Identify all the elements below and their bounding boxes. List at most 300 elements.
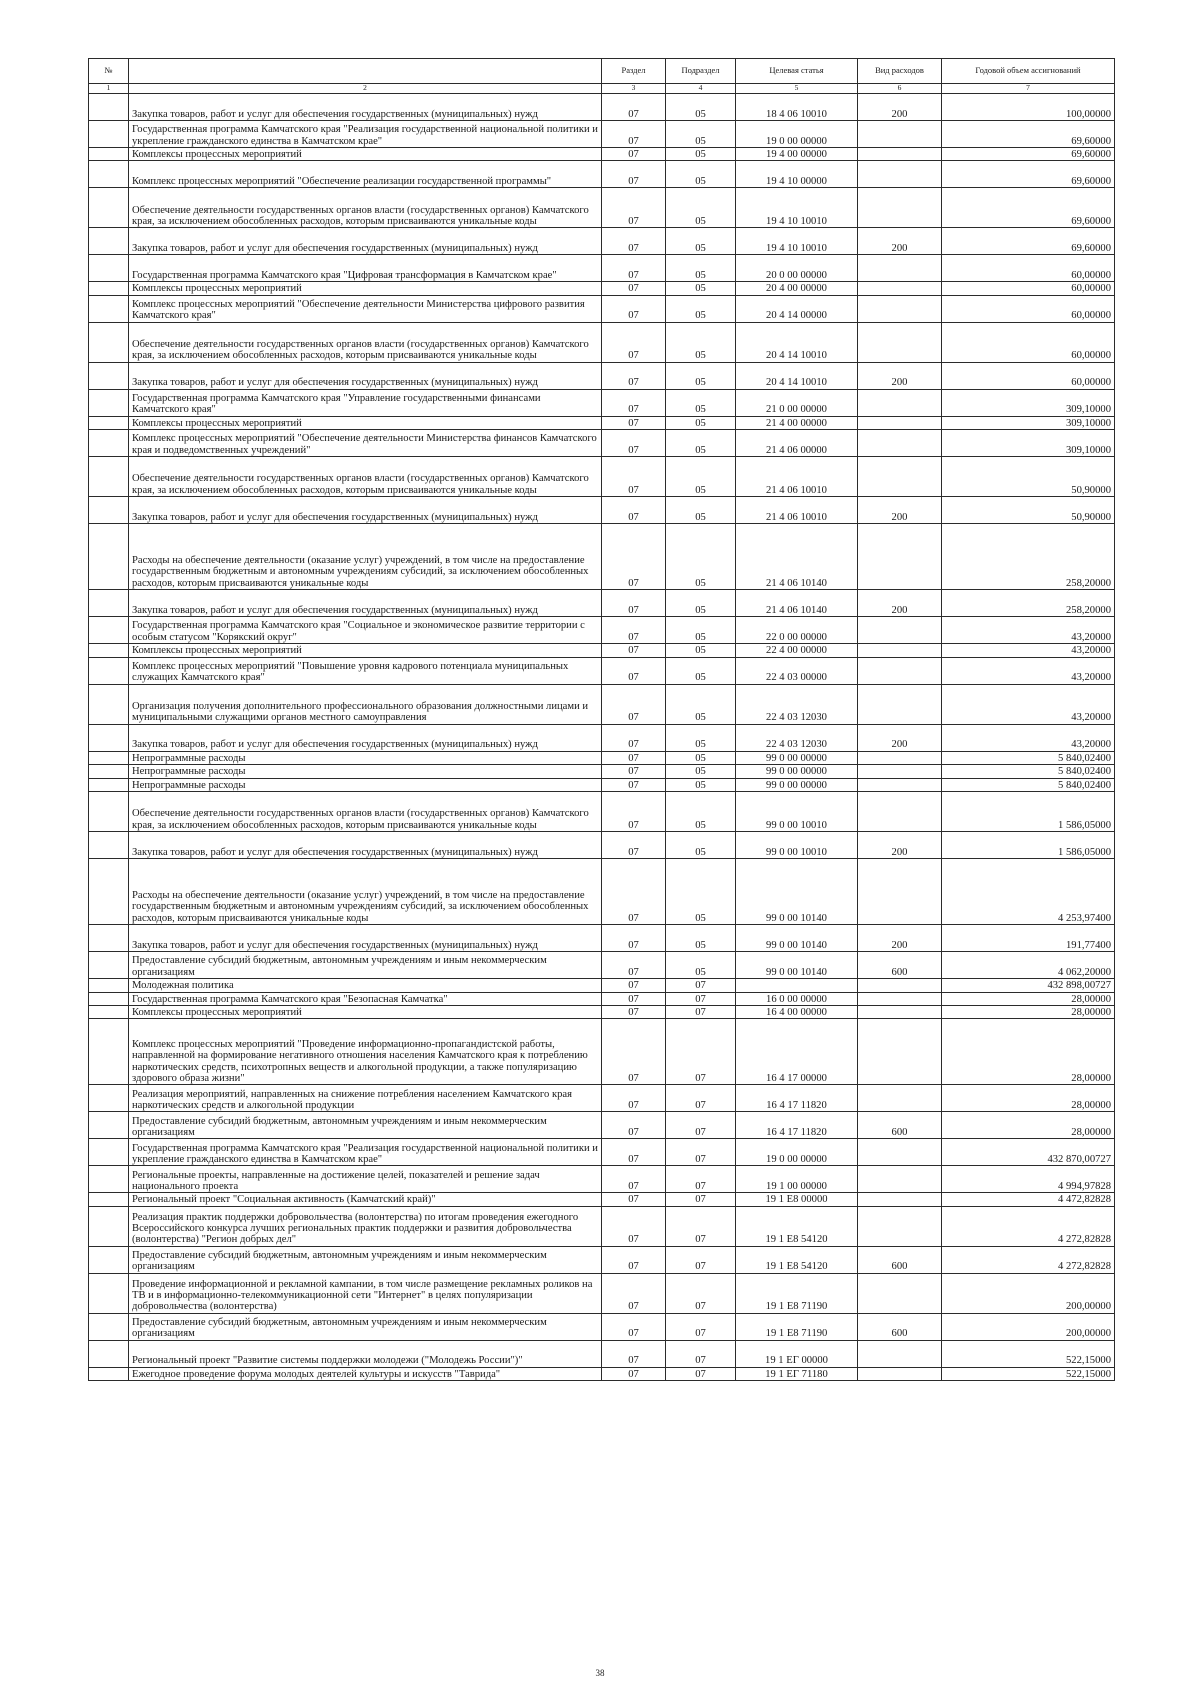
item-section: 07 — [602, 1193, 666, 1206]
header-number: № — [89, 59, 129, 84]
item-target-article: 20 4 14 10010 — [736, 362, 858, 389]
item-name: Непрограммные расходы — [129, 778, 602, 791]
header-expense-type: Вид расходов — [858, 59, 942, 84]
table-row — [89, 751, 1115, 764]
item-section: 07 — [602, 282, 666, 295]
table-row — [89, 457, 1115, 497]
item-subsection: 07 — [666, 1019, 736, 1085]
item-target-article: 19 0 00 00000 — [736, 121, 858, 148]
item-amount: 28,00000 — [942, 1085, 1115, 1112]
item-name: Проведение информационной и рекламной кампании, в том числе размещение рекламных роликов на ТВ и в информационно-телекоммуникационной сети "Интернет" в целях популяризации добровольчества (волонтерства) — [129, 1273, 602, 1313]
table-row — [89, 1340, 1115, 1367]
item-section: 07 — [602, 94, 666, 121]
item-name: Государственная программа Камчатского края "Управление государственными финансами Камчатского края" — [129, 389, 602, 416]
table-row — [89, 322, 1115, 362]
item-number — [89, 832, 129, 859]
item-name: Комплексы процессных мероприятий — [129, 148, 602, 161]
item-expense-type — [858, 524, 942, 590]
item-name: Государственная программа Камчатского края "Безопасная Камчатка" — [129, 992, 602, 1005]
item-target-article: 21 4 00 00000 — [736, 416, 858, 429]
table-row — [89, 925, 1115, 952]
item-section: 07 — [602, 778, 666, 791]
item-number — [89, 416, 129, 429]
item-section: 07 — [602, 724, 666, 751]
item-amount: 200,00000 — [942, 1313, 1115, 1340]
item-amount: 28,00000 — [942, 992, 1115, 1005]
item-expense-type — [858, 1193, 942, 1206]
item-name: Комплекс процессных мероприятий "Обеспечение деятельности Министерства финансов Камчатского края и подведомственных учреждений" — [129, 430, 602, 457]
item-name: Государственная программа Камчатского края "Социальное и экономическое развитие территории с особым статусом "Корякский округ" — [129, 617, 602, 644]
item-amount: 28,00000 — [942, 1019, 1115, 1085]
item-number — [89, 792, 129, 832]
item-section: 07 — [602, 1005, 666, 1018]
item-name: Региональный проект "Развитие системы поддержки молодежи ("Молодежь России")" — [129, 1340, 602, 1367]
item-name: Закупка товаров, работ и услуг для обеспечения государственных (муниципальных) нужд — [129, 228, 602, 255]
item-expense-type — [858, 778, 942, 791]
item-amount: 309,10000 — [942, 389, 1115, 416]
table-body — [89, 94, 1115, 1381]
table-row — [89, 952, 1115, 979]
item-number — [89, 1019, 129, 1085]
item-subsection: 05 — [666, 161, 736, 188]
item-number — [89, 457, 129, 497]
table-row — [89, 1005, 1115, 1018]
item-section: 07 — [602, 832, 666, 859]
item-target-article: 99 0 00 10140 — [736, 859, 858, 925]
item-amount: 432 898,00727 — [942, 979, 1115, 992]
item-number — [89, 992, 129, 1005]
item-name: Непрограммные расходы — [129, 765, 602, 778]
item-expense-type — [858, 161, 942, 188]
table-row — [89, 1139, 1115, 1166]
item-subsection: 07 — [666, 979, 736, 992]
item-name: Обеспечение деятельности государственных органов власти (государственных органов) Камчатского края, за исключением обособленных расходов, которым присваиваются уникальные коды — [129, 322, 602, 362]
table-row — [89, 121, 1115, 148]
table-row — [89, 684, 1115, 724]
item-number — [89, 1313, 129, 1340]
item-name: Предоставление субсидий бюджетным, автономным учреждениям и иным некоммерческим организациям — [129, 1246, 602, 1273]
header-subsection: Подраздел — [666, 59, 736, 84]
item-target-article: 22 0 00 00000 — [736, 617, 858, 644]
item-name: Закупка товаров, работ и услуг для обеспечения государственных (муниципальных) нужд — [129, 362, 602, 389]
table-row — [89, 188, 1115, 228]
item-number — [89, 1005, 129, 1018]
item-expense-type — [858, 1139, 942, 1166]
item-amount: 69,60000 — [942, 161, 1115, 188]
item-section: 07 — [602, 322, 666, 362]
item-number — [89, 1193, 129, 1206]
item-number — [89, 389, 129, 416]
item-section: 07 — [602, 1206, 666, 1246]
item-expense-type — [858, 684, 942, 724]
table-row — [89, 778, 1115, 791]
item-name: Региональный проект "Социальная активность (Камчатский край)" — [129, 1193, 602, 1206]
item-name: Молодежная политика — [129, 979, 602, 992]
item-subsection: 05 — [666, 684, 736, 724]
item-expense-type: 600 — [858, 1313, 942, 1340]
table-row — [89, 765, 1115, 778]
item-expense-type — [858, 255, 942, 282]
item-section: 07 — [602, 255, 666, 282]
item-number — [89, 430, 129, 457]
item-expense-type — [858, 617, 942, 644]
item-subsection: 07 — [666, 1085, 736, 1112]
header-row — [89, 59, 1115, 84]
item-target-article: 16 0 00 00000 — [736, 992, 858, 1005]
item-name: Комплексы процессных мероприятий — [129, 1005, 602, 1018]
item-name: Закупка товаров, работ и услуг для обеспечения государственных (муниципальных) нужд — [129, 724, 602, 751]
item-amount: 43,20000 — [942, 657, 1115, 684]
item-amount: 100,00000 — [942, 94, 1115, 121]
item-number — [89, 952, 129, 979]
table-row — [89, 657, 1115, 684]
item-section: 07 — [602, 657, 666, 684]
item-expense-type: 600 — [858, 952, 942, 979]
item-section: 07 — [602, 952, 666, 979]
table-row — [89, 282, 1115, 295]
item-amount: 309,10000 — [942, 416, 1115, 429]
item-expense-type — [858, 295, 942, 322]
item-target-article: 19 0 00 00000 — [736, 1139, 858, 1166]
item-number — [89, 925, 129, 952]
item-section: 07 — [602, 1246, 666, 1273]
table-row — [89, 497, 1115, 524]
item-section: 07 — [602, 1340, 666, 1367]
col-number-4: 4 — [666, 84, 736, 94]
item-subsection: 05 — [666, 282, 736, 295]
item-expense-type — [858, 1085, 942, 1112]
item-expense-type: 600 — [858, 1112, 942, 1139]
item-number — [89, 684, 129, 724]
item-section: 07 — [602, 188, 666, 228]
item-section: 07 — [602, 1166, 666, 1193]
item-number — [89, 590, 129, 617]
item-section: 07 — [602, 992, 666, 1005]
item-section: 07 — [602, 792, 666, 832]
item-target-article: 19 1 E8 71190 — [736, 1273, 858, 1313]
item-target-article: 19 4 00 00000 — [736, 148, 858, 161]
item-expense-type: 200 — [858, 590, 942, 617]
item-section: 07 — [602, 457, 666, 497]
table-row — [89, 1313, 1115, 1340]
item-amount: 69,60000 — [942, 121, 1115, 148]
table-row — [89, 1085, 1115, 1112]
item-expense-type — [858, 765, 942, 778]
item-target-article: 21 4 06 10140 — [736, 590, 858, 617]
item-name: Расходы на обеспечение деятельности (оказание услуг) учреждений, в том числе на предоставление государственным бюджетным и автономным учреждениям субсидий, за исключением обособленных расходов, которым присваиваются уникальные коды — [129, 524, 602, 590]
item-expense-type: 200 — [858, 94, 942, 121]
item-target-article: 99 0 00 10140 — [736, 925, 858, 952]
table-row — [89, 792, 1115, 832]
item-section: 07 — [602, 148, 666, 161]
item-section: 07 — [602, 362, 666, 389]
item-target-article: 22 4 03 12030 — [736, 684, 858, 724]
item-expense-type — [858, 1367, 942, 1380]
item-amount: 60,00000 — [942, 295, 1115, 322]
table-row — [89, 1206, 1115, 1246]
item-number — [89, 94, 129, 121]
item-target-article: 20 4 14 00000 — [736, 295, 858, 322]
item-name: Обеспечение деятельности государственных органов власти (государственных органов) Камчатского края, за исключением обособленных расходов, которым присваиваются уникальные коды — [129, 457, 602, 497]
item-name: Предоставление субсидий бюджетным, автономным учреждениям и иным некоммерческим организациям — [129, 1313, 602, 1340]
item-target-article: 21 4 06 10010 — [736, 457, 858, 497]
item-amount: 43,20000 — [942, 724, 1115, 751]
item-subsection: 07 — [666, 992, 736, 1005]
item-number — [89, 1085, 129, 1112]
item-number — [89, 282, 129, 295]
item-subsection: 07 — [666, 1246, 736, 1273]
item-name: Обеспечение деятельности государственных органов власти (государственных органов) Камчатского края, за исключением обособленных расходов, которым присваиваются уникальные коды — [129, 792, 602, 832]
item-amount: 191,77400 — [942, 925, 1115, 952]
item-section: 07 — [602, 644, 666, 657]
item-amount: 28,00000 — [942, 1112, 1115, 1139]
item-target-article: 20 0 00 00000 — [736, 255, 858, 282]
item-number — [89, 497, 129, 524]
item-name: Организация получения дополнительного профессионального образования должностными лицами и муниципальными служащими органов местного самоуправления — [129, 684, 602, 724]
item-section: 07 — [602, 1367, 666, 1380]
item-section: 07 — [602, 859, 666, 925]
item-number — [89, 1367, 129, 1380]
item-amount: 4 472,82828 — [942, 1193, 1115, 1206]
item-target-article: 21 4 06 10140 — [736, 524, 858, 590]
item-target-article: 22 4 03 00000 — [736, 657, 858, 684]
item-name: Комплексы процессных мероприятий — [129, 644, 602, 657]
item-amount: 258,20000 — [942, 590, 1115, 617]
item-expense-type — [858, 1019, 942, 1085]
header-annual-amount: Годовой объем ассигнований — [942, 59, 1115, 84]
item-name: Государственная программа Камчатского края "Цифровая трансформация в Камчатском крае" — [129, 255, 602, 282]
item-target-article: 19 1 E8 54120 — [736, 1206, 858, 1246]
item-target-article: 19 1 E8 00000 — [736, 1193, 858, 1206]
item-name: Предоставление субсидий бюджетным, автономным учреждениям и иным некоммерческим организациям — [129, 1112, 602, 1139]
item-name: Комплекс процессных мероприятий "Обеспечение реализации государственной программы" — [129, 161, 602, 188]
item-amount: 4 253,97400 — [942, 859, 1115, 925]
item-expense-type: 200 — [858, 925, 942, 952]
item-number — [89, 657, 129, 684]
item-expense-type — [858, 1005, 942, 1018]
item-name: Расходы на обеспечение деятельности (оказание услуг) учреждений, в том числе на предоставление государственным бюджетным и автономным учреждениям субсидий, за исключением обособленных расходов, которым присваиваются уникальные коды — [129, 859, 602, 925]
item-section: 07 — [602, 1112, 666, 1139]
item-target-article: 19 1 E8 71190 — [736, 1313, 858, 1340]
item-section: 07 — [602, 925, 666, 952]
item-subsection: 05 — [666, 524, 736, 590]
item-subsection: 07 — [666, 1340, 736, 1367]
item-number — [89, 1112, 129, 1139]
item-expense-type — [858, 979, 942, 992]
col-number-6: 6 — [858, 84, 942, 94]
item-expense-type — [858, 148, 942, 161]
item-target-article — [736, 979, 858, 992]
item-amount: 4 062,20000 — [942, 952, 1115, 979]
table-row — [89, 1273, 1115, 1313]
item-name: Реализация практик поддержки добровольчества (волонтерства) по итогам проведения ежегодного Всероссийского конкурса лучших региональных практик поддержки и развития добровольчества (волонтерства) "Регион добрых дел" — [129, 1206, 602, 1246]
item-number — [89, 121, 129, 148]
item-amount: 60,00000 — [942, 282, 1115, 295]
item-subsection: 05 — [666, 751, 736, 764]
column-number-row — [89, 84, 1115, 94]
item-expense-type: 200 — [858, 362, 942, 389]
item-number — [89, 765, 129, 778]
appropriations-table — [88, 58, 1115, 1381]
item-name: Предоставление субсидий бюджетным, автономным учреждениям и иным некоммерческим организациям — [129, 952, 602, 979]
item-subsection: 05 — [666, 497, 736, 524]
item-section: 07 — [602, 524, 666, 590]
item-expense-type — [858, 121, 942, 148]
item-target-article: 19 1 00 00000 — [736, 1166, 858, 1193]
item-section: 07 — [602, 1085, 666, 1112]
item-name: Закупка товаров, работ и услуг для обеспечения государственных (муниципальных) нужд — [129, 497, 602, 524]
item-section: 07 — [602, 1019, 666, 1085]
item-subsection: 05 — [666, 295, 736, 322]
item-number — [89, 1206, 129, 1246]
item-target-article: 99 0 00 00000 — [736, 751, 858, 764]
item-section: 07 — [602, 751, 666, 764]
item-amount: 4 272,82828 — [942, 1206, 1115, 1246]
item-number — [89, 778, 129, 791]
item-number — [89, 295, 129, 322]
item-amount: 432 870,00727 — [942, 1139, 1115, 1166]
item-amount: 4 994,97828 — [942, 1166, 1115, 1193]
item-subsection: 05 — [666, 389, 736, 416]
item-expense-type — [858, 792, 942, 832]
item-section: 07 — [602, 765, 666, 778]
item-subsection: 07 — [666, 1139, 736, 1166]
page-number: 38 — [595, 1668, 605, 1678]
item-name: Государственная программа Камчатского края "Реализация государственной национальной политики и укрепление гражданского единства в Камчатском крае" — [129, 1139, 602, 1166]
item-subsection: 05 — [666, 255, 736, 282]
item-amount: 522,15000 — [942, 1340, 1115, 1367]
item-expense-type — [858, 416, 942, 429]
item-subsection: 07 — [666, 1005, 736, 1018]
item-expense-type — [858, 1206, 942, 1246]
item-subsection: 05 — [666, 322, 736, 362]
item-number — [89, 859, 129, 925]
item-subsection: 05 — [666, 362, 736, 389]
item-subsection: 05 — [666, 778, 736, 791]
item-target-article: 19 4 10 10010 — [736, 188, 858, 228]
item-target-article: 19 1 E8 54120 — [736, 1246, 858, 1273]
item-subsection: 07 — [666, 1112, 736, 1139]
item-expense-type: 600 — [858, 1246, 942, 1273]
item-subsection: 05 — [666, 657, 736, 684]
item-number — [89, 228, 129, 255]
item-section: 07 — [602, 590, 666, 617]
table-row — [89, 1246, 1115, 1273]
item-number — [89, 751, 129, 764]
item-name: Закупка товаров, работ и услуг для обеспечения государственных (муниципальных) нужд — [129, 590, 602, 617]
item-section: 07 — [602, 161, 666, 188]
item-name: Закупка товаров, работ и услуг для обеспечения государственных (муниципальных) нужд — [129, 832, 602, 859]
item-subsection: 05 — [666, 952, 736, 979]
table-row — [89, 389, 1115, 416]
item-subsection: 07 — [666, 1206, 736, 1246]
item-section: 07 — [602, 497, 666, 524]
item-subsection: 05 — [666, 148, 736, 161]
item-subsection: 05 — [666, 430, 736, 457]
item-expense-type — [858, 457, 942, 497]
item-target-article: 22 4 00 00000 — [736, 644, 858, 657]
item-amount: 69,60000 — [942, 228, 1115, 255]
item-expense-type — [858, 1166, 942, 1193]
item-subsection: 07 — [666, 1193, 736, 1206]
item-expense-type — [858, 751, 942, 764]
item-name: Непрограммные расходы — [129, 751, 602, 764]
item-name: Комплексы процессных мероприятий — [129, 416, 602, 429]
item-amount: 43,20000 — [942, 644, 1115, 657]
item-target-article: 19 4 10 10010 — [736, 228, 858, 255]
item-amount: 200,00000 — [942, 1273, 1115, 1313]
item-number — [89, 1139, 129, 1166]
item-target-article: 16 4 17 00000 — [736, 1019, 858, 1085]
item-number — [89, 1166, 129, 1193]
item-amount: 5 840,02400 — [942, 778, 1115, 791]
item-amount: 4 272,82828 — [942, 1246, 1115, 1273]
item-expense-type — [858, 657, 942, 684]
table-row — [89, 295, 1115, 322]
item-target-article: 16 4 00 00000 — [736, 1005, 858, 1018]
item-target-article: 19 4 10 00000 — [736, 161, 858, 188]
item-target-article: 16 4 17 11820 — [736, 1085, 858, 1112]
col-number-1: 1 — [89, 84, 129, 94]
item-section: 07 — [602, 430, 666, 457]
item-amount: 69,60000 — [942, 188, 1115, 228]
item-expense-type — [858, 992, 942, 1005]
item-number — [89, 617, 129, 644]
item-amount: 43,20000 — [942, 684, 1115, 724]
table-row — [89, 362, 1115, 389]
item-subsection: 05 — [666, 765, 736, 778]
item-amount: 60,00000 — [942, 255, 1115, 282]
table-row — [89, 1019, 1115, 1085]
table-row — [89, 590, 1115, 617]
item-subsection: 05 — [666, 457, 736, 497]
item-section: 07 — [602, 228, 666, 255]
item-target-article: 22 4 03 12030 — [736, 724, 858, 751]
item-expense-type — [858, 282, 942, 295]
item-number — [89, 1340, 129, 1367]
item-number — [89, 1246, 129, 1273]
item-number — [89, 188, 129, 228]
item-number — [89, 255, 129, 282]
item-subsection: 05 — [666, 94, 736, 121]
item-amount: 1 586,05000 — [942, 792, 1115, 832]
table-row — [89, 430, 1115, 457]
item-name: Комплекс процессных мероприятий "Повышение уровня кадрового потенциала муниципальных служащих Камчатского края" — [129, 657, 602, 684]
col-number-3: 3 — [602, 84, 666, 94]
item-name: Комплекс процессных мероприятий "Обеспечение деятельности Министерства цифрового развития Камчатского края" — [129, 295, 602, 322]
item-target-article: 99 0 00 10010 — [736, 832, 858, 859]
item-amount: 50,90000 — [942, 497, 1115, 524]
item-subsection: 05 — [666, 859, 736, 925]
item-subsection: 07 — [666, 1273, 736, 1313]
header-target-article: Целевая статья — [736, 59, 858, 84]
item-name: Региональные проекты, направленные на достижение целей, показателей и решение задач национального проекта — [129, 1166, 602, 1193]
item-target-article: 19 1 ЕГ 00000 — [736, 1340, 858, 1367]
table-row — [89, 644, 1115, 657]
item-number — [89, 979, 129, 992]
item-amount: 522,15000 — [942, 1367, 1115, 1380]
table-row — [89, 416, 1115, 429]
item-amount: 5 840,02400 — [942, 751, 1115, 764]
item-amount: 60,00000 — [942, 362, 1115, 389]
item-subsection: 07 — [666, 1166, 736, 1193]
item-expense-type: 200 — [858, 724, 942, 751]
item-target-article: 20 4 14 10010 — [736, 322, 858, 362]
col-number-5: 5 — [736, 84, 858, 94]
item-expense-type — [858, 430, 942, 457]
item-amount: 5 840,02400 — [942, 765, 1115, 778]
table-row — [89, 161, 1115, 188]
